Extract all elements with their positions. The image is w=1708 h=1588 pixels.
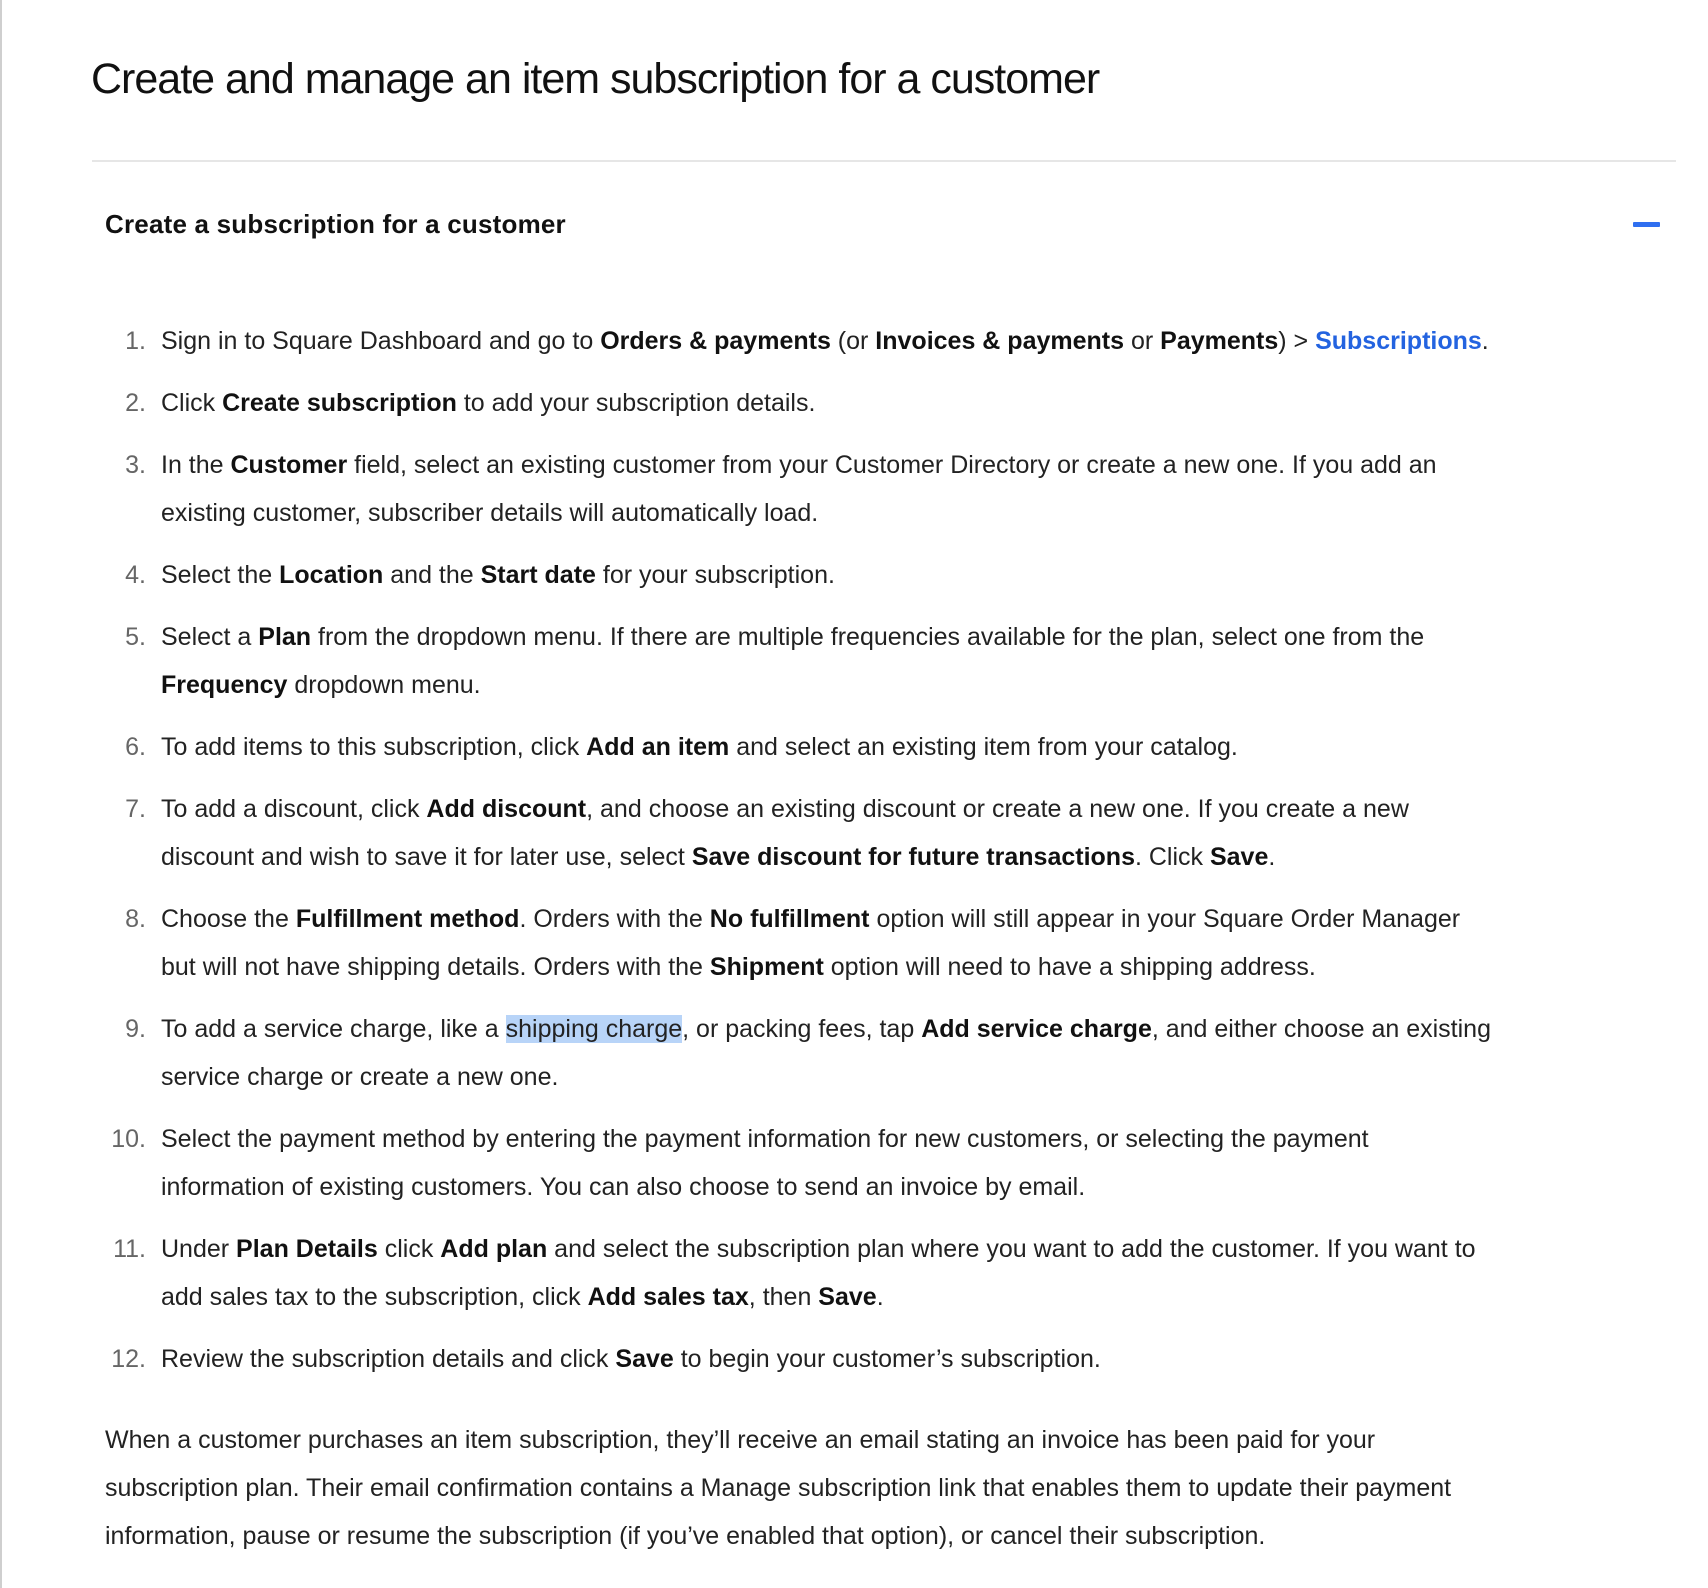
subscriptions-link[interactable]: Subscriptions [1315,327,1482,355]
text: add sales tax to the subscription, click [161,1283,588,1311]
bold-term: Save discount for future transactions [691,843,1135,871]
step-number: 4. [125,561,146,589]
step-item [0,1005,1708,1101]
text: Under [161,1235,237,1263]
step-item [0,1225,1708,1321]
step-line [161,833,1708,881]
text: and the [383,561,481,589]
paragraph-line: information, pause or resume the subscription (if you’ve enabled that option), or cancel their subscription. [105,1522,1266,1550]
bold-term: Invoices & payments [875,327,1125,355]
text: for your subscription. [595,561,835,589]
step-line [161,1225,1708,1273]
step-line [161,613,1708,661]
text: but will not have shipping details. Orders with the [161,953,710,981]
text: , or packing fees, tap [682,1015,922,1043]
minus-icon[interactable] [1633,222,1660,227]
text: Review the subscription details and click [161,1345,616,1373]
step-item [0,441,1708,537]
text: To add a service charge, like a [161,1015,506,1043]
step-number: 9. [125,1015,146,1043]
step-line [161,785,1708,833]
step-item [0,895,1708,991]
text: discount and wish to save it for later use, select [161,843,692,871]
accordion-header[interactable] [92,200,1676,248]
step-line [161,661,1708,709]
text: Select the payment method by entering the payment information for new customers, or selecting the payment [161,1125,1369,1153]
text: Select the [161,561,280,589]
text: Sign in to Square Dashboard and go to [161,327,601,355]
step-line [161,441,1708,489]
step-number: 3. [125,451,146,479]
text: field, select an existing customer from your Customer Directory or create a new one. If you add an [347,451,1437,479]
text: , then [748,1283,819,1311]
bold-term: No fulfillment [709,905,870,933]
text: To add items to this subscription, click [161,733,587,761]
text: . [1481,327,1489,355]
section-heading: Create a subscription for a customer [105,209,566,239]
text: dropdown menu. [287,671,481,699]
step-number: 2. [125,389,146,417]
step-line [161,489,1708,537]
bold-term: Plan [258,623,312,651]
step-line [161,1273,1708,1321]
step-line [161,1005,1708,1053]
step-number: 1. [125,327,146,355]
step-line [161,317,1708,365]
bold-term: Payments [1160,327,1279,355]
step-line [161,1053,1708,1101]
bold-term: Add an item [586,733,730,761]
text: and select the subscription plan where you want to add the customer. If you want to [547,1235,1476,1263]
text: . [876,1283,884,1311]
step-item [0,1335,1708,1383]
step-line [161,1115,1708,1163]
bold-term: Add service charge [921,1015,1152,1043]
step-number: 8. [125,905,146,933]
text: to add your subscription details. [456,389,816,417]
step-line [161,379,1708,427]
divider [92,160,1676,162]
paragraph-line: subscription plan. Their email confirmation contains a Manage subscription link that enables them to update their payment [105,1474,1452,1502]
text: option will need to have a shipping address. [823,953,1316,981]
text: from the dropdown menu. If there are multiple frequencies available for the plan, select one from the [311,623,1425,651]
step-item [0,317,1708,365]
step-number: 6. [125,733,146,761]
bold-term: Save [1209,843,1269,871]
text: click [377,1235,441,1263]
text: or [1124,327,1161,355]
step-line [161,895,1708,943]
step-item [0,785,1708,881]
bold-term: Create subscription [222,389,457,417]
steps-list [0,317,1708,1397]
bold-term: Frequency [161,671,288,699]
step-number: 10. [111,1125,146,1153]
text: Choose the [161,905,296,933]
step-number: 5. [125,623,146,651]
text: to begin your customer’s subscription. [673,1345,1101,1373]
text: information of existing customers. You can also choose to send an invoice by email. [161,1173,1086,1201]
text: service charge or create a new one. [161,1063,559,1091]
step-item [0,1115,1708,1211]
text: existing customer, subscriber details will automatically load. [161,499,819,527]
step-item [0,613,1708,709]
bold-term: Customer [230,451,348,479]
text: , and choose an existing discount or create a new one. If you create a new [586,795,1409,823]
step-item [0,551,1708,599]
text: . [1268,843,1276,871]
page-title: Create and manage an item subscription for a customer [91,55,1100,103]
bold-term: Fulfillment method [295,905,520,933]
step-line [161,1335,1708,1383]
text: Select a [161,623,259,651]
bold-term: Start date [480,561,596,589]
text: To add a discount, click [161,795,427,823]
text: Click [161,389,223,417]
bold-term: Add sales tax [587,1283,749,1311]
paragraph-line: When a customer purchases an item subscription, they’ll receive an email stating an invoice has been paid for your [105,1426,1376,1454]
step-item [0,379,1708,427]
step-line [161,723,1708,771]
bold-term: Shipment [709,953,824,981]
step-line [161,551,1708,599]
text: In the [161,451,231,479]
text: . Click [1134,843,1210,871]
bold-term: Plan Details [236,1235,378,1263]
step-number: 12. [111,1345,146,1373]
highlighted-text: shipping charge [505,1015,683,1043]
text: , and either choose an existing [1151,1015,1491,1043]
bold-term: Add discount [426,795,587,823]
bold-term: Location [279,561,384,589]
text: . Orders with the [519,905,710,933]
step-line [161,1163,1708,1211]
summary-paragraph [105,1416,1451,1560]
bold-term: Orders & payments [600,327,831,355]
step-number: 7. [125,795,146,823]
text: (or [830,327,876,355]
step-number: 11. [113,1235,146,1263]
step-item [0,723,1708,771]
text: ) > [1278,327,1316,355]
bold-term: Add plan [440,1235,548,1263]
text: option will still appear in your Square Order Manager [869,905,1461,933]
bold-term: Save [818,1283,877,1311]
bold-term: Save [615,1345,674,1373]
step-line [161,943,1708,991]
text: and select an existing item from your catalog. [729,733,1238,761]
